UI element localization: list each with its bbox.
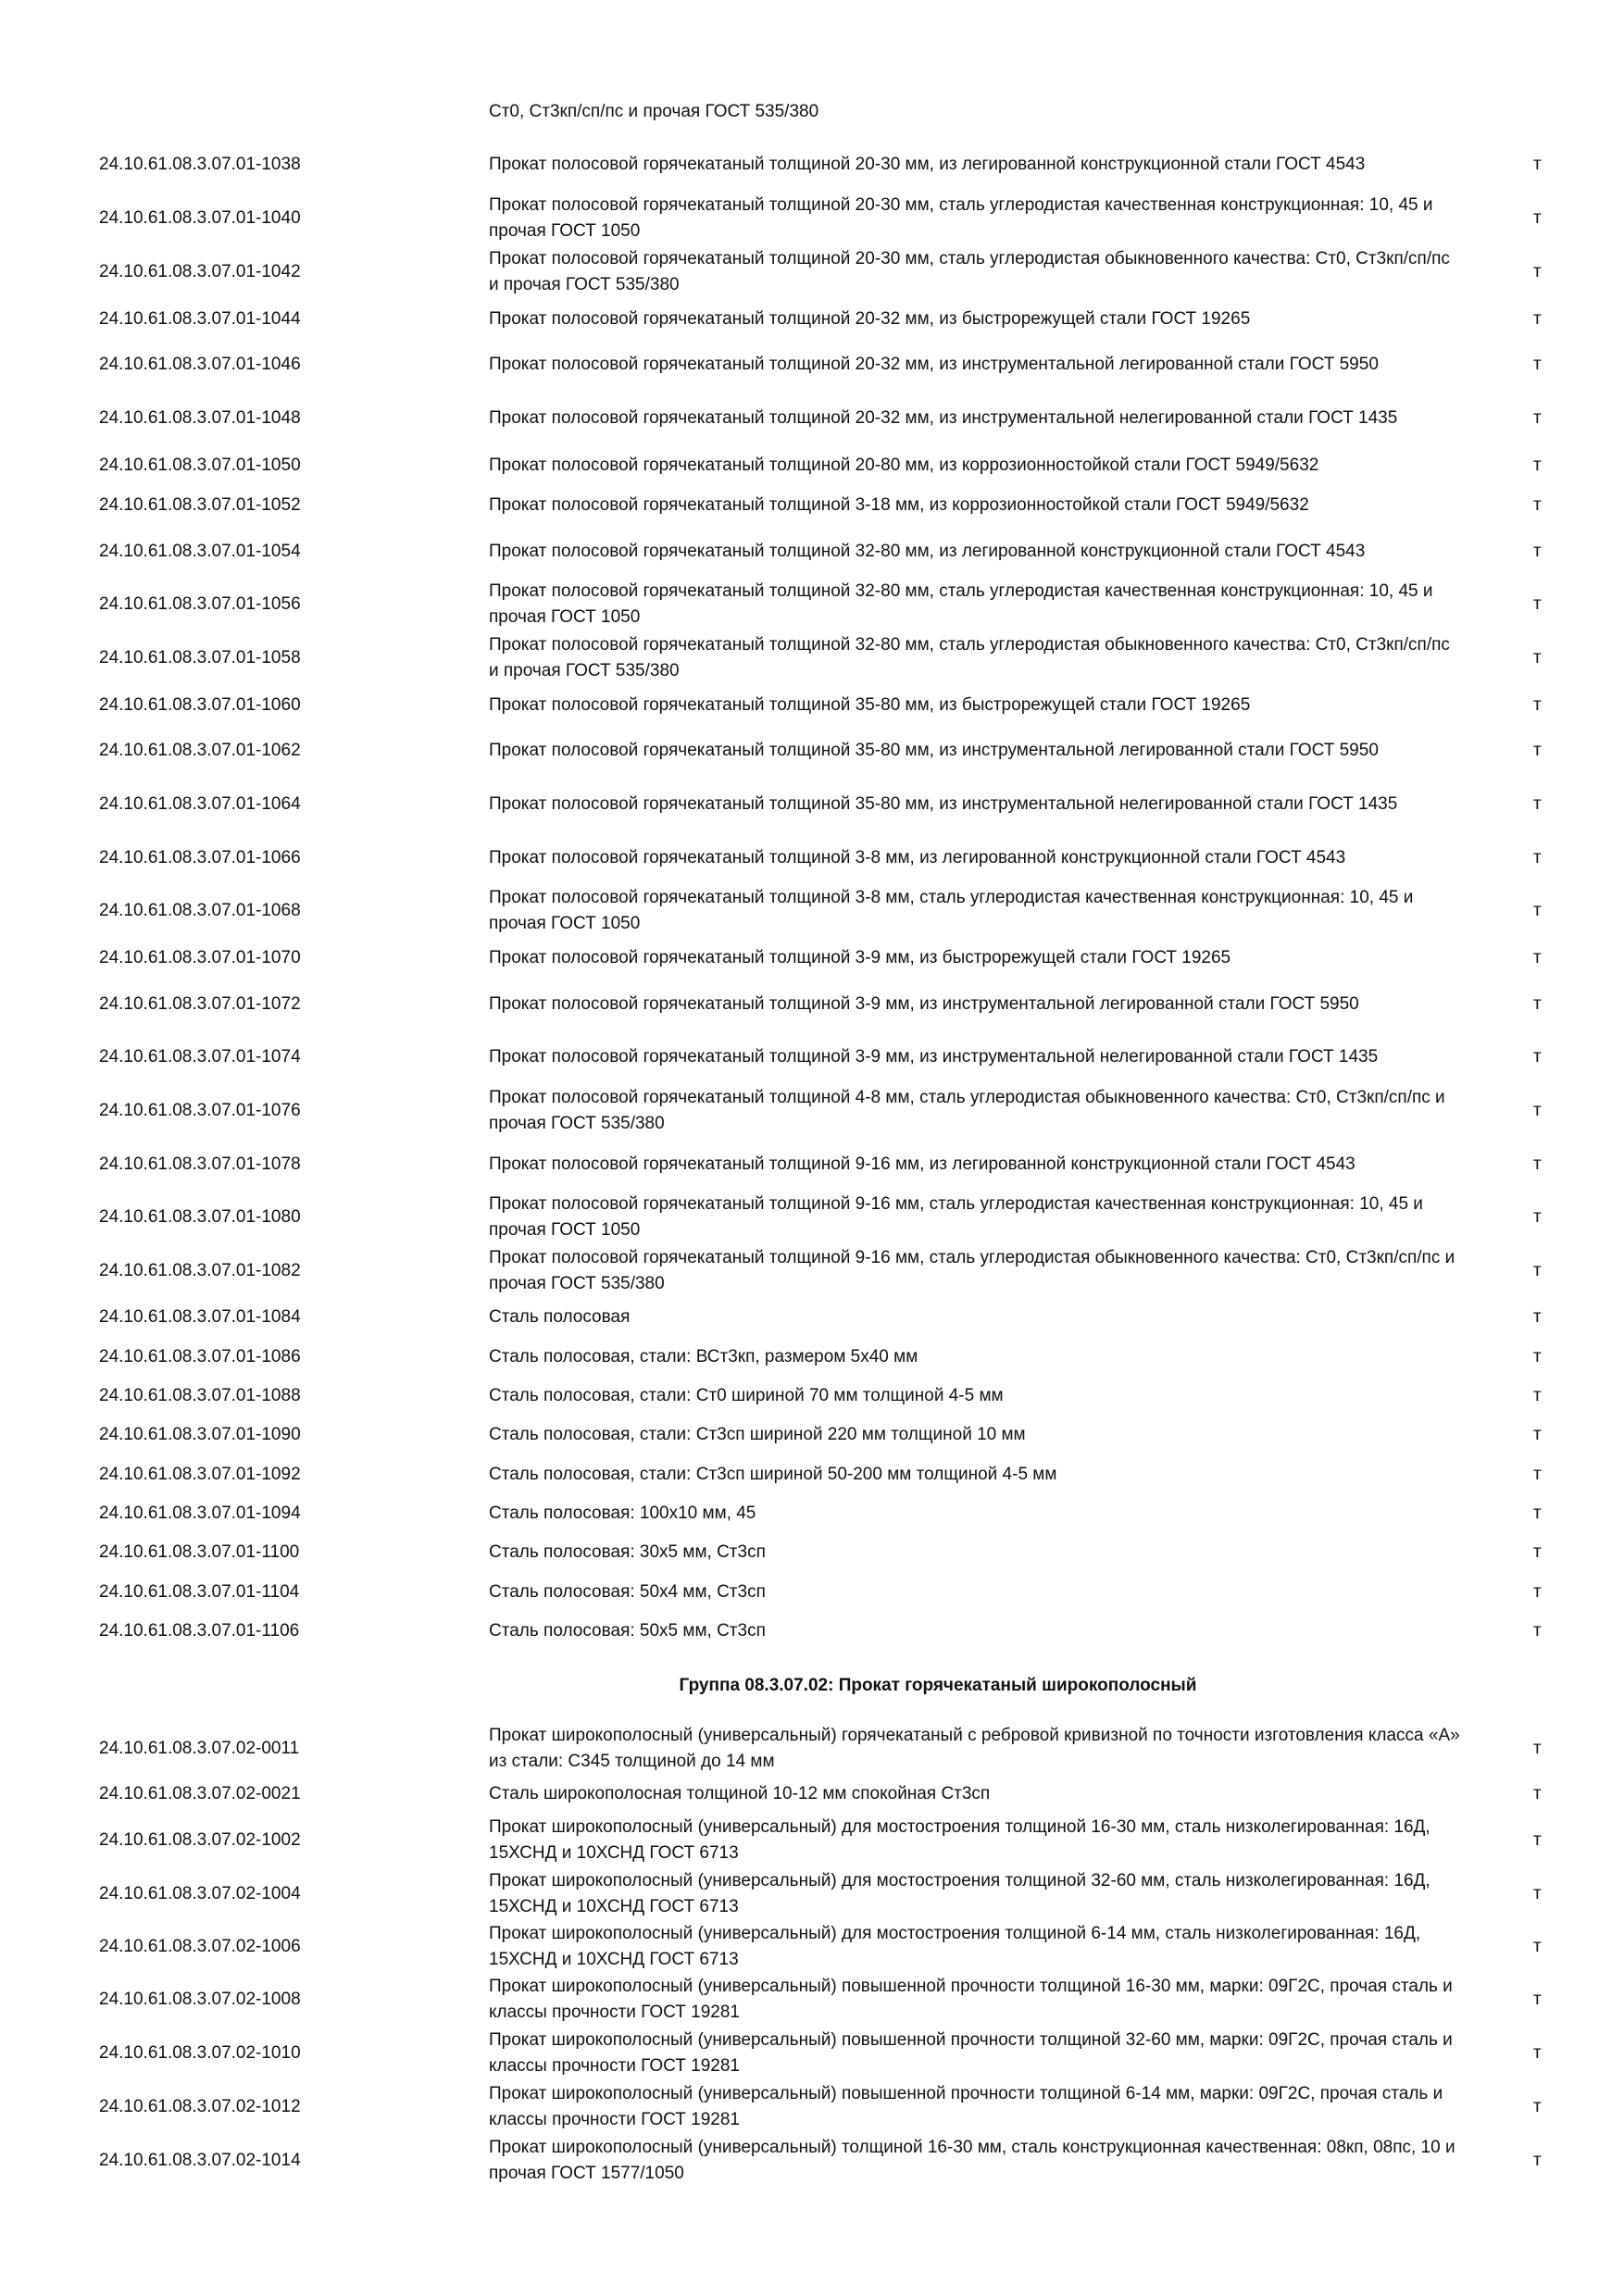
item-unit: т xyxy=(1533,1465,1542,1484)
item-code: 24.10.61.08.3.07.01-1046 xyxy=(99,355,301,374)
item-name: Сталь полосовая: 50х4 мм, Ст3сп xyxy=(489,1582,766,1602)
item-code: 24.10.61.08.3.07.01-1042 xyxy=(99,262,301,281)
item-name: Прокат полосовой горячекатаный толщиной 32-80 мм, сталь углеродистая обыкновенного качества: Ст0, Ст3кп/сп/пс и прочая ГОСТ 535/380 xyxy=(489,635,1450,680)
item-name: Прокат широкополосный (универсальный) для мостостроения толщиной 32-60 мм, сталь низколегированная: 16Д, 15ХСНД и 10ХСНД ГОСТ 6713 xyxy=(489,1871,1430,1916)
item-unit: т xyxy=(1533,1784,1542,1803)
continuation-row xyxy=(0,98,1624,126)
item-unit: т xyxy=(1533,1739,1542,1758)
table-row xyxy=(0,1722,1624,1776)
item-unit: т xyxy=(1533,1425,1542,1444)
item-name: Прокат полосовой горячекатаный толщиной 32-80 мм, сталь углеродистая качественная конструкционная: 10, 45 и прочая ГОСТ 1050 xyxy=(489,581,1433,627)
item-code: 24.10.61.08.3.07.01-1088 xyxy=(99,1386,301,1405)
table-row xyxy=(0,1244,1624,1298)
item-unit: т xyxy=(1533,994,1542,1014)
item-name: Прокат полосовой горячекатаный толщиной 20-32 мм, из быстрорежущей стали ГОСТ 19265 xyxy=(489,309,1251,329)
item-unit: т xyxy=(1533,594,1542,614)
item-unit: т xyxy=(1533,695,1542,715)
item-code: 24.10.61.08.3.07.01-1054 xyxy=(99,542,301,561)
item-unit: т xyxy=(1533,2151,1542,2170)
table-row xyxy=(0,778,1624,831)
item-code: 24.10.61.08.3.07.02-1014 xyxy=(99,2151,301,2170)
table-row xyxy=(0,1867,1624,1921)
item-unit: т xyxy=(1533,1386,1542,1405)
item-unit: т xyxy=(1533,1582,1542,1602)
table-row xyxy=(0,1814,1624,1867)
item-unit: т xyxy=(1533,1261,1542,1280)
item-unit: т xyxy=(1533,1884,1542,1903)
item-name: Сталь широкополосная толщиной 10-12 мм спокойная Ст3сп xyxy=(489,1784,991,1803)
item-name: Сталь полосовая, стали: Ст3сп шириной 220 мм толщиной 10 мм xyxy=(489,1425,1026,1444)
table-row xyxy=(0,1574,1624,1611)
item-code: 24.10.61.08.3.07.01-1062 xyxy=(99,741,301,760)
table-row xyxy=(0,1378,1624,1415)
item-unit: т xyxy=(1533,741,1542,760)
item-code: 24.10.61.08.3.07.02-1002 xyxy=(99,1830,301,1850)
item-code: 24.10.61.08.3.07.01-1070 xyxy=(99,948,301,967)
table-row xyxy=(0,392,1624,445)
item-unit: т xyxy=(1533,648,1542,668)
table-row xyxy=(0,138,1624,192)
table-row xyxy=(0,1920,1624,1974)
item-unit: т xyxy=(1533,1207,1542,1227)
item-code: 24.10.61.08.3.07.01-1044 xyxy=(99,309,301,329)
item-name: Сталь полосовая: 30х5 мм, Ст3сп xyxy=(489,1542,766,1562)
item-code: 24.10.61.08.3.07.02-1008 xyxy=(99,1990,301,2009)
table-row xyxy=(0,525,1624,579)
item-code: 24.10.61.08.3.07.01-1058 xyxy=(99,648,301,668)
item-name: Прокат полосовой горячекатаный толщиной 20-30 мм, из легированной конструкционной стали ГОСТ 4543 xyxy=(489,155,1366,174)
item-unit: т xyxy=(1533,2043,1542,2063)
item-code: 24.10.61.08.3.07.01-1072 xyxy=(99,994,301,1014)
table-row xyxy=(0,978,1624,1031)
item-unit: т xyxy=(1533,1621,1542,1641)
table-row xyxy=(0,1299,1624,1336)
table-row xyxy=(0,578,1624,631)
item-name: Прокат широкополосный (универсальный) повышенной прочности толщиной 16-30 мм, марки: 09Г2С, прочая сталь и классы прочности ГОСТ 19281 xyxy=(489,1977,1453,2022)
item-code: 24.10.61.08.3.07.01-1080 xyxy=(99,1207,301,1227)
table-row xyxy=(0,301,1624,338)
item-code: 24.10.61.08.3.07.01-1068 xyxy=(99,901,301,920)
item-unit: т xyxy=(1533,408,1542,428)
item-name: Прокат полосовой горячекатаный толщиной 20-32 мм, из инструментальной легированной стали ГОСТ 5950 xyxy=(489,355,1379,374)
item-name: Сталь полосовая xyxy=(489,1307,631,1327)
item-unit: т xyxy=(1533,2097,1542,2116)
item-unit: т xyxy=(1533,1307,1542,1327)
item-name: Прокат широкополосный (универсальный) для мостостроения толщиной 6-14 мм, сталь низколегированная: 16Д, 15ХСНД и 10ХСНД ГОСТ 6713 xyxy=(489,1924,1421,1969)
item-name: Сталь полосовая: 50х5 мм, Ст3сп xyxy=(489,1621,766,1641)
item-code: 24.10.61.08.3.07.01-1104 xyxy=(99,1582,300,1602)
table-row xyxy=(0,831,1624,885)
item-unit: т xyxy=(1533,208,1542,228)
item-name: Прокат полосовой горячекатаный толщиной 20-30 мм, сталь углеродистая обыкновенного качества: Ст0, Ст3кп/сп/пс и прочая ГОСТ 535/380 xyxy=(489,249,1450,294)
item-name: Прокат широкополосный (универсальный) повышенной прочности толщиной 6-14 мм, марки: 09Г2С, прочая сталь и классы прочности ГОСТ 19281 xyxy=(489,2084,1443,2129)
table-row xyxy=(0,724,1624,778)
item-code: 24.10.61.08.3.07.01-1048 xyxy=(99,408,301,428)
table-row xyxy=(0,1613,1624,1650)
item-name: Прокат полосовой горячекатаный толщиной 35-80 мм, из инструментальной нелегированной стали ГОСТ 1435 xyxy=(489,794,1398,814)
item-code: 24.10.61.08.3.07.01-1100 xyxy=(99,1542,300,1562)
item-code: 24.10.61.08.3.07.01-1060 xyxy=(99,695,301,715)
item-code: 24.10.61.08.3.07.01-1106 xyxy=(99,1621,300,1641)
table-row xyxy=(0,1456,1624,1493)
table-row xyxy=(0,1191,1624,1244)
item-name: Прокат полосовой горячекатаный толщиной 3-9 мм, из инструментальной нелегированной стали ГОСТ 1435 xyxy=(489,1047,1379,1067)
item-unit: т xyxy=(1533,355,1542,374)
item-unit: т xyxy=(1533,1504,1542,1523)
item-code: 24.10.61.08.3.07.01-1056 xyxy=(99,594,301,614)
item-unit: т xyxy=(1533,1990,1542,2009)
item-code: 24.10.61.08.3.07.01-1050 xyxy=(99,455,301,475)
item-unit: т xyxy=(1533,262,1542,281)
item-name: Прокат полосовой горячекатаный толщиной 9-16 мм, сталь углеродистая качественная конструкционная: 10, 45 и прочая ГОСТ 1050 xyxy=(489,1194,1423,1240)
item-code: 24.10.61.08.3.07.02-1010 xyxy=(99,2043,301,2063)
item-unit: т xyxy=(1533,309,1542,329)
item-code: 24.10.61.08.3.07.01-1082 xyxy=(99,1261,301,1280)
item-code: 24.10.61.08.3.07.02-1012 xyxy=(99,2097,301,2116)
item-name: Прокат широкополосный (универсальный) толщиной 16-30 мм, сталь конструкционная качественная: 08кп, 08пс, 10 и прочая ГОСТ 1577/1050 xyxy=(489,2138,1455,2183)
item-name: Прокат полосовой горячекатаный толщиной 32-80 мм, из легированной конструкционной стали ГОСТ 4543 xyxy=(489,542,1366,561)
item-name: Прокат полосовой горячекатаный толщиной 3-9 мм, из быстрорежущей стали ГОСТ 19265 xyxy=(489,948,1231,967)
item-unit: т xyxy=(1533,495,1542,515)
table-row xyxy=(0,1138,1624,1192)
item-code: 24.10.61.08.3.07.01-1092 xyxy=(99,1465,301,1484)
item-unit: т xyxy=(1533,542,1542,561)
table-row xyxy=(0,245,1624,299)
item-code: 24.10.61.08.3.07.01-1066 xyxy=(99,848,301,867)
item-name: Прокат широкополосный (универсальный) для мостостроения толщиной 16-30 мм, сталь низколегированная: 16Д, 15ХСНД и 10ХСНД ГОСТ 6713 xyxy=(489,1817,1430,1863)
item-unit: т xyxy=(1533,1101,1542,1120)
item-code: 24.10.61.08.3.07.01-1064 xyxy=(99,794,301,814)
item-unit: т xyxy=(1533,1347,1542,1366)
table-row xyxy=(0,1084,1624,1138)
table-row xyxy=(0,884,1624,938)
table-row xyxy=(0,2134,1624,2188)
item-code: 24.10.61.08.3.07.02-1006 xyxy=(99,1937,301,1956)
item-unit: т xyxy=(1533,455,1542,475)
item-unit: т xyxy=(1533,1830,1542,1850)
item-code: 24.10.61.08.3.07.02-0011 xyxy=(99,1739,300,1758)
item-unit: т xyxy=(1533,948,1542,967)
item-name: Прокат полосовой горячекатаный толщиной 3-18 мм, из коррозионностойкой стали ГОСТ 5949/5632 xyxy=(489,495,1309,515)
item-name: Сталь полосовая, стали: Ст3сп шириной 50-200 мм толщиной 4-5 мм xyxy=(489,1465,1057,1484)
item-code: 24.10.61.08.3.07.01-1090 xyxy=(99,1425,301,1444)
item-unit: т xyxy=(1533,1047,1542,1067)
item-code: 24.10.61.08.3.07.01-1086 xyxy=(99,1347,301,1366)
item-code: 24.10.61.08.3.07.01-1040 xyxy=(99,208,301,228)
table-row xyxy=(0,631,1624,685)
item-name: Прокат полосовой горячекатаный толщиной 20-32 мм, из инструментальной нелегированной стали ГОСТ 1435 xyxy=(489,408,1398,428)
item-name: Прокат полосовой горячекатаный толщиной 3-8 мм, сталь углеродистая качественная конструкционная: 10, 45 и прочая ГОСТ 1050 xyxy=(489,888,1414,933)
item-code: 24.10.61.08.3.07.01-1094 xyxy=(99,1504,301,1523)
item-name: Сталь полосовая: 100х10 мм, 45 xyxy=(489,1504,756,1523)
item-code: 24.10.61.08.3.07.02-0021 xyxy=(99,1784,301,1803)
item-unit: т xyxy=(1533,794,1542,814)
item-unit: т xyxy=(1533,1542,1542,1562)
table-row xyxy=(0,192,1624,245)
item-code: 24.10.61.08.3.07.01-1074 xyxy=(99,1047,301,1067)
table-row xyxy=(0,687,1624,724)
table-row xyxy=(0,2080,1624,2134)
item-name: Прокат полосовой горячекатаный толщиной 35-80 мм, из быстрорежущей стали ГОСТ 19265 xyxy=(489,695,1251,715)
table-row xyxy=(0,1776,1624,1813)
item-name: Прокат широкополосный (универсальный) повышенной прочности толщиной 32-60 мм, марки: 09Г2С, прочая сталь и классы прочности ГОСТ 19281 xyxy=(489,2030,1453,2076)
item-name: Сталь полосовая, стали: ВСт3кп, размером 5х40 мм xyxy=(489,1347,918,1366)
item-name: Прокат полосовой горячекатаный толщиной 4-8 мм, сталь углеродистая обыкновенного качества: Ст0, Ст3кп/сп/пс и прочая ГОСТ 535/380 xyxy=(489,1088,1445,1133)
item-name: Сталь полосовая, стали: Ст0 шириной 70 мм толщиной 4-5 мм xyxy=(489,1386,1004,1405)
item-unit: т xyxy=(1533,1937,1542,1956)
continuation-text: Ст0, Ст3кп/сп/пс и прочая ГОСТ 535/380 xyxy=(489,102,819,121)
table-row xyxy=(0,2027,1624,2080)
item-unit: т xyxy=(1533,848,1542,867)
table-row xyxy=(0,338,1624,392)
item-name: Прокат полосовой горячекатаный толщиной 9-16 мм, из легированной конструкционной стали ГОСТ 4543 xyxy=(489,1154,1355,1174)
table-row xyxy=(0,1416,1624,1454)
item-code: 24.10.61.08.3.07.01-1038 xyxy=(99,155,301,174)
item-name: Прокат полосовой горячекатаный толщиной 3-9 мм, из инструментальной легированной стали ГОСТ 5950 xyxy=(489,994,1359,1014)
table-row xyxy=(0,1534,1624,1571)
item-unit: т xyxy=(1533,155,1542,174)
item-name: Прокат полосовой горячекатаный толщиной 20-30 мм, сталь углеродистая качественная конструкционная: 10, 45 и прочая ГОСТ 1050 xyxy=(489,195,1433,241)
item-code: 24.10.61.08.3.07.02-1004 xyxy=(99,1884,301,1903)
group-title: Группа 08.3.07.02: Прокат горячекатаный широкополосный xyxy=(679,1676,1197,1695)
table-row xyxy=(0,1973,1624,2027)
item-name: Прокат полосовой горячекатаный толщиной 3-8 мм, из легированной конструкционной стали ГОСТ 4543 xyxy=(489,848,1346,867)
item-code: 24.10.61.08.3.07.01-1052 xyxy=(99,495,301,515)
table-row xyxy=(0,1030,1624,1084)
item-name: Прокат полосовой горячекатаный толщиной 20-80 мм, из коррозионностойкой стали ГОСТ 5949/5632 xyxy=(489,455,1319,475)
table-row xyxy=(0,1495,1624,1532)
table-row xyxy=(0,940,1624,977)
table-row xyxy=(0,1339,1624,1376)
item-code: 24.10.61.08.3.07.01-1084 xyxy=(99,1307,301,1327)
item-name: Прокат полосовой горячекатаный толщиной 35-80 мм, из инструментальной легированной стали ГОСТ 5950 xyxy=(489,741,1379,760)
item-code: 24.10.61.08.3.07.01-1076 xyxy=(99,1101,301,1120)
item-name: Прокат полосовой горячекатаный толщиной 9-16 мм, сталь углеродистая обыкновенного качества: Ст0, Ст3кп/сп/пс и прочая ГОСТ 535/380 xyxy=(489,1248,1455,1293)
item-unit: т xyxy=(1533,901,1542,920)
item-code: 24.10.61.08.3.07.01-1078 xyxy=(99,1154,301,1174)
item-unit: т xyxy=(1533,1154,1542,1174)
item-name: Прокат широкополосный (универсальный) горячекатаный с ребровой кривизной по точности изготовления класса «А» из стали: С345 толщиной до 14 мм xyxy=(489,1726,1460,1771)
